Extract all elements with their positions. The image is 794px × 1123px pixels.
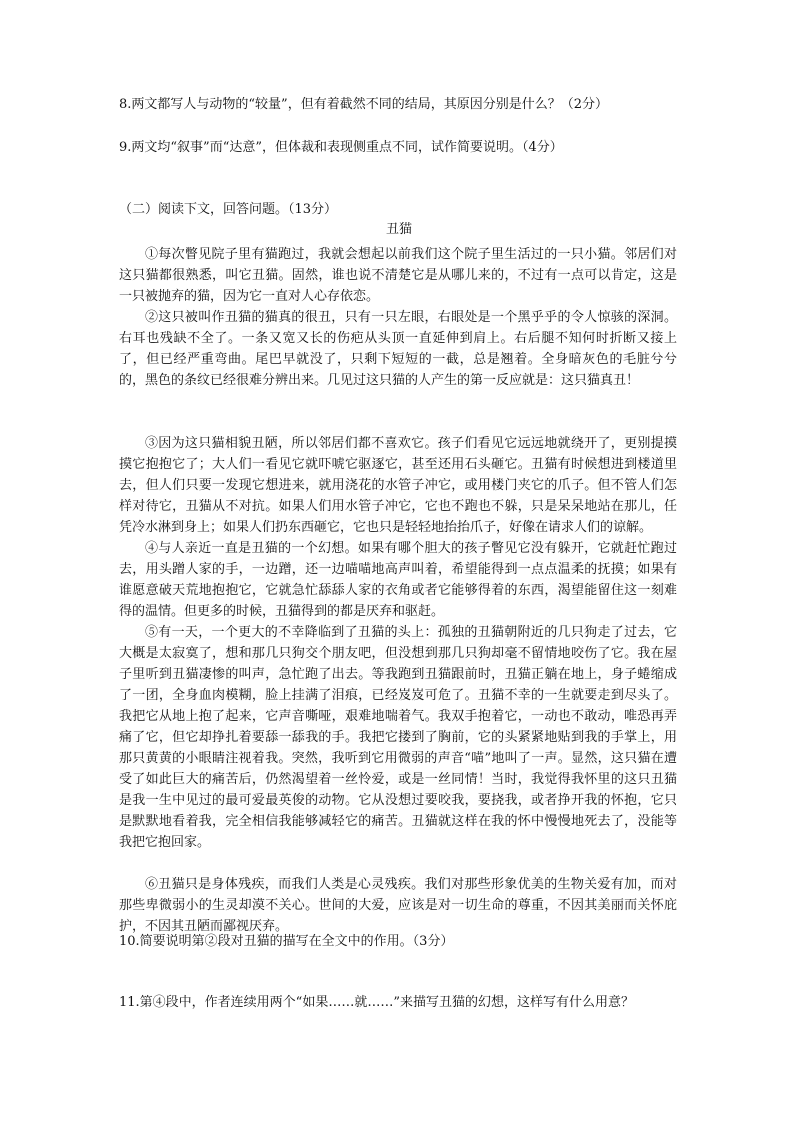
question-11: 11.第④段中，作者连续用两个“如果……就……”来描写丑猫的幻想，这样写有什么用意？ [119, 995, 634, 1010]
paragraph-3: ③因为这只猫相貌丑陋，所以邻居们都不喜欢它。孩子们看见它远远地就绕开了，更别提摸摸它抱抱它了；大人们一看见它就吓唬它驱逐它，甚至还用石头砸它。丑猫有时候想进到楼道里去，但人们只要一发现它想进来，就用浇花的水管子冲它，或用楼门夹它的爪子。但不管人们怎样对待它，丑猫从不对抗。如果人们用水管子冲它，它也不跑也不躲，只是呆呆地站在那儿，任凭冷水淋到身上；如果人们扔东西砸它，它也只是轻轻地抬抬爪子，好像在请求人们的谅解。 [119, 436, 677, 535]
section-heading: （二）阅读下文，回答问题。（13分） [119, 202, 338, 217]
paragraph-4: ④与人亲近一直是丑猫的一个幻想。如果有哪个胆大的孩子瞥见它没有躲开，它就赶忙跑过去，用头蹭人家的手，一边蹭，还一边喵喵地高声叫着，希望能得到一点点温柔的抚摸；如果有谁愿意破天荒地抱抱它，它就急忙舔舔人家的衣角或者它能够得着的东西，渴望能留住这一刻难得的温情。但更多的时候，丑猫得到的都是厌弃和驱赶。 [119, 541, 677, 619]
question-10: 10.简要说明第②段对丑猫的描写在全文中的作用。（3分） [119, 934, 454, 949]
paragraph-1: ①每次瞥见院子里有猫跑过，我就会想起以前我们这个院子里生活过的一只小猫。邻居们对这只猫都很熟悉，叫它丑猫。固然，谁也说不清楚它是从哪儿来的，不过有一点可以肯定，这是一只被抛弃的猫，因为它一直对人心存依恋。 [119, 247, 677, 304]
paragraph-2: ②这只被叫作丑猫的猫真的很丑，只有一只左眼，右眼处是一个黑乎乎的令人惊骇的深洞。右耳也残缺不全了。一条又宽又长的伤疤从头顶一直延伸到肩上。右后腿不知何时折断又接上了，但已经严重弯曲。尾巴早就没了，只剩下短短的一截，总是翘着。全身暗灰色的毛脏兮兮的，黑色的条纹已经很难分辨出来。几见过这只猫的人产生的第一反应就是：这只猫真丑！ [119, 310, 677, 388]
question-9: 9.两文均“叙事”而“达意”，但体裁和表现侧重点不同，试作简要说明。（4分） [119, 140, 563, 155]
paragraph-5: ⑤有一天，一个更大的不幸降临到了丑猫的头上：孤独的丑猫朝附近的几只狗走了过去，它大概是太寂寞了，想和那几只狗交个朋友吧，但没想到那几只狗却毫不留情地咬伤了它。我在屋子里听到丑猫凄惨的叫声，急忙跑了出去。等我跑到丑猫跟前时，丑猫正躺在地上，身子蜷缩成了一团，全身血肉模糊，脸上挂满了泪痕，已经岌岌可危了。丑猫不幸的一生就要走到尽头了。我把它从地上抱了起来，它声音嘶哑，艰难地喘着气。我双手抱着它，一动也不敢动，唯恐再弄痛了它，但它却挣扎着要舔一舔我的手。我把它搂到了胸前，它的头紧紧地贴到我的手掌上，用那只黄黄的小眼睛注视着我。突然，我听到它用微弱的声音“喵”地叫了一声。显然，这只猫在遭受了如此巨大的痛苦后，仍然渴望着一丝怜爱，或是一丝同情！当时，我觉得我怀里的这只丑猫是我一生中见过的最可爱最英俊的动物。它从没想过要咬我，要挠我，或者挣开我的怀抱，它只是默默地看着我，完全相信我能够减轻它的痛苦。丑猫就这样在我的怀中慢慢地死去了，没能等我把它抱回家。 [119, 625, 677, 850]
passage-title: 丑猫 [385, 222, 412, 237]
paragraph-6: ⑥丑猫只是身体残疾，而我们人类是心灵残疾。我们对那些形象优美的生物关爱有加，而对那些卑微弱小的生灵却漠不关心。世间的大爱，应该是对一切生命的尊重，不因其美丽而关怀庇护，不因其丑陋而鄙视厌弃。 [119, 877, 677, 934]
question-8: 8.两文都写人与动物的“较量”，但有着截然不同的结局，其原因分别是什么？（2分） [119, 97, 608, 112]
